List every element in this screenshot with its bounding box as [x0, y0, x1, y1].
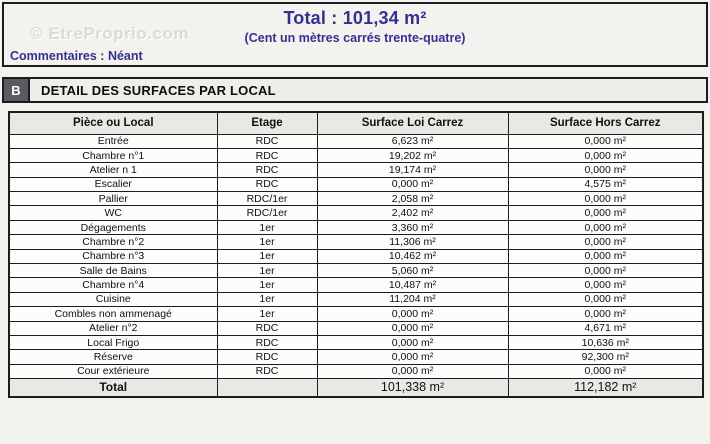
cell-etage: RDC: [217, 148, 317, 162]
cell-piece: Escalier: [9, 177, 217, 191]
cell-piece: Réserve: [9, 350, 217, 364]
section-title: DETAIL DES SURFACES PAR LOCAL: [41, 82, 276, 98]
cell-piece: Chambre n°3: [9, 249, 217, 263]
table-row: [9, 206, 703, 220]
table-row: [9, 264, 703, 278]
section-header-bar: [2, 77, 708, 103]
cell-piece: Dégagements: [9, 220, 217, 234]
cell-piece: Pallier: [9, 192, 217, 206]
table-body: [9, 134, 703, 379]
total-row: [9, 379, 703, 397]
total-etage: [217, 379, 317, 397]
cell-loi-carrez: 5,060 m²: [317, 264, 508, 278]
cell-loi-carrez: 0,000 m²: [317, 335, 508, 349]
cell-etage: RDC: [217, 321, 317, 335]
cell-etage: RDC: [217, 163, 317, 177]
table-row: [9, 148, 703, 162]
cell-loi-carrez: 2,058 m²: [317, 192, 508, 206]
column-header-loi-carrez: Surface Loi Carrez: [317, 112, 508, 134]
table-row: [9, 220, 703, 234]
cell-loi-carrez: 0,000 m²: [317, 177, 508, 191]
cell-hors-carrez: 0,000 m²: [508, 364, 703, 378]
cell-piece: Salle de Bains: [9, 264, 217, 278]
table-row: [9, 321, 703, 335]
cell-piece: Chambre n°1: [9, 148, 217, 162]
cell-hors-carrez: 0,000 m²: [508, 292, 703, 306]
table-row: [9, 177, 703, 191]
column-header-piece: Pièce ou Local: [9, 112, 217, 134]
table-footer: [9, 379, 703, 397]
cell-piece: Chambre n°4: [9, 278, 217, 292]
cell-loi-carrez: 2,402 m²: [317, 206, 508, 220]
total-in-words: (Cent un mètres carrés trente-quatre): [244, 31, 466, 45]
cell-etage: RDC/1er: [217, 192, 317, 206]
cell-hors-carrez: 0,000 m²: [508, 307, 703, 321]
table-row: [9, 134, 703, 148]
cell-loi-carrez: 0,000 m²: [317, 364, 508, 378]
surfaces-table: [8, 111, 704, 398]
cell-etage: 1er: [217, 278, 317, 292]
cell-piece: Local Frigo: [9, 335, 217, 349]
cell-hors-carrez: 0,000 m²: [508, 220, 703, 234]
cell-loi-carrez: 19,202 m²: [317, 148, 508, 162]
cell-etage: 1er: [217, 307, 317, 321]
cell-loi-carrez: 0,000 m²: [317, 307, 508, 321]
cell-piece: Cuisine: [9, 292, 217, 306]
cell-etage: RDC: [217, 335, 317, 349]
cell-piece: WC: [9, 206, 217, 220]
cell-loi-carrez: 6,623 m²: [317, 134, 508, 148]
total-label: Total: [9, 379, 217, 397]
cell-etage: RDC: [217, 177, 317, 191]
cell-etage: 1er: [217, 220, 317, 234]
cell-piece: Atelier n 1: [9, 163, 217, 177]
table-row: [9, 278, 703, 292]
cell-loi-carrez: 19,174 m²: [317, 163, 508, 177]
cell-piece: Cour extérieure: [9, 364, 217, 378]
table-row: [9, 249, 703, 263]
cell-etage: 1er: [217, 249, 317, 263]
cell-loi-carrez: 10,462 m²: [317, 249, 508, 263]
table-row: [9, 235, 703, 249]
table-row: [9, 292, 703, 306]
cell-etage: 1er: [217, 235, 317, 249]
total-summary-box: [2, 2, 708, 67]
cell-hors-carrez: 0,000 m²: [508, 249, 703, 263]
cell-etage: RDC/1er: [217, 206, 317, 220]
cell-etage: RDC: [217, 134, 317, 148]
cell-loi-carrez: 0,000 m²: [317, 350, 508, 364]
column-header-hors-carrez: Surface Hors Carrez: [508, 112, 703, 134]
cell-etage: RDC: [217, 364, 317, 378]
column-header-etage: Etage: [217, 112, 317, 134]
cell-hors-carrez: 0,000 m²: [508, 148, 703, 162]
cell-piece: Chambre n°2: [9, 235, 217, 249]
total-title: Total : 101,34 m²: [283, 8, 427, 28]
table-row: [9, 364, 703, 378]
cell-loi-carrez: 3,360 m²: [317, 220, 508, 234]
table-row: [9, 192, 703, 206]
cell-piece: Entrée: [9, 134, 217, 148]
total-hors-carrez: 112,182 m²: [508, 379, 703, 397]
header-row: [9, 112, 703, 134]
table-row: [9, 350, 703, 364]
cell-hors-carrez: 0,000 m²: [508, 163, 703, 177]
cell-piece: Atelier n°2: [9, 321, 217, 335]
cell-hors-carrez: 4,575 m²: [508, 177, 703, 191]
comments-line: Commentaires : Néant: [10, 49, 143, 63]
cell-hors-carrez: 92,300 m²: [508, 350, 703, 364]
cell-loi-carrez: 11,204 m²: [317, 292, 508, 306]
cell-hors-carrez: 4,671 m²: [508, 321, 703, 335]
total-loi-carrez: 101,338 m²: [317, 379, 508, 397]
watermark: © EtreProprio.com: [30, 24, 189, 43]
cell-etage: 1er: [217, 264, 317, 278]
table-row: [9, 307, 703, 321]
cell-hors-carrez: 0,000 m²: [508, 235, 703, 249]
table-row: [9, 163, 703, 177]
cell-hors-carrez: 0,000 m²: [508, 278, 703, 292]
cell-piece: Combles non ammenagé: [9, 307, 217, 321]
cell-loi-carrez: 0,000 m²: [317, 321, 508, 335]
cell-hors-carrez: 0,000 m²: [508, 206, 703, 220]
table-header: [9, 112, 703, 134]
cell-etage: 1er: [217, 292, 317, 306]
cell-hors-carrez: 0,000 m²: [508, 134, 703, 148]
cell-etage: RDC: [217, 350, 317, 364]
cell-hors-carrez: 0,000 m²: [508, 264, 703, 278]
cell-loi-carrez: 11,306 m²: [317, 235, 508, 249]
cell-hors-carrez: 0,000 m²: [508, 192, 703, 206]
cell-loi-carrez: 10,487 m²: [317, 278, 508, 292]
section-letter-badge: B: [4, 79, 30, 101]
table-row: [9, 335, 703, 349]
cell-hors-carrez: 10,636 m²: [508, 335, 703, 349]
